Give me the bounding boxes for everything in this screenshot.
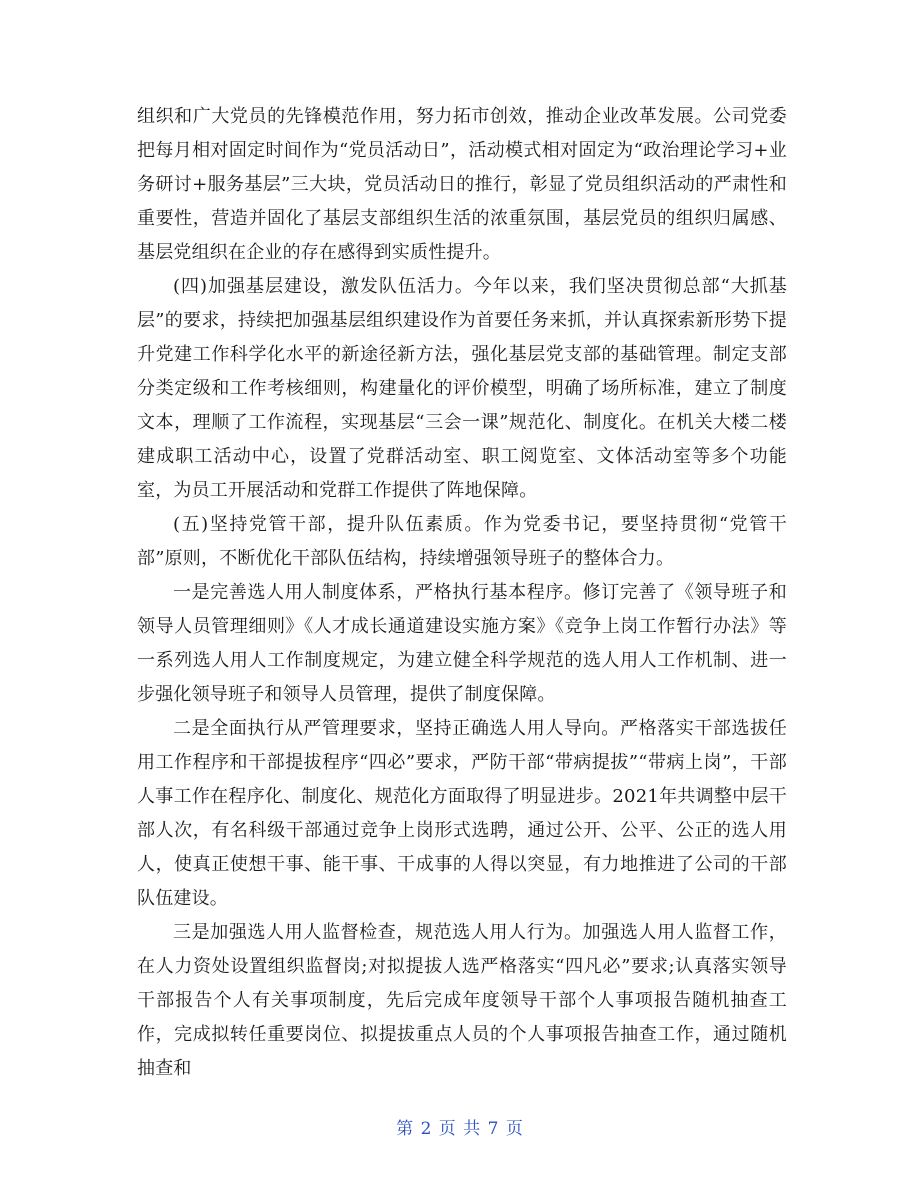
paragraph-item-two: 二是全面执行从严管理要求，坚持正确选人用人导向。严格落实干部选拔任用工作程序和干部提拔程序“四必”要求，严防干部“带病提拔”“带病上岗”，干部人事工作在程序化、制度化、规范化方面取得了明显进步。2021年共调整中层干部人次，有名科级干部通过竞争上岗形式选聘，通过公开、公平、公正的选人用人，使真正使想干事、能干事、干成事的人得以突显，有力地推进了公司的干部队伍建设。 [137,718,787,909]
paragraph-section-five: (五)坚持党管干部，提升队伍素质。作为党委书记，要坚持贯彻“党管干部”原则，不断优化干部队伍结构，持续增强领导班子的整体合力。 [137,514,787,569]
page-number-footer: 第 2 页 共 7 页 [396,1119,524,1139]
document-body [137,100,787,1086]
paragraph-item-three: 三是加强选人用人监督检查，规范选人用人行为。加强选人用人监督工作，在人力资处设置组织监督岗;对拟提拔人选严格落实“四凡必”要求;认真落实领导干部报告个人有关事项制度，先后完成年度领导干部个人事项报告随机抽查工作，完成拟转任重要岗位、拟提拔重点人员的个人事项报告抽查工作，通过随机抽查和 [137,922,787,1079]
paragraph-item-one: 一是完善选人用人制度体系，严格执行基本程序。修订完善了《领导班子和领导人员管理细则》《人才成长通道建设实施方案》《竞争上岗工作暂行办法》等一系列选人用人工作制度规定，为建立健全科学规范的选人用人工作机制、进一步强化领导班子和领导人员管理，提供了制度保障。 [137,582,787,705]
paragraph-section-four: (四)加强基层建设，激发队伍活力。今年以来，我们坚决贯彻总部“大抓基层”的要求，持续把加强基层组织建设作为首要任务来抓，并认真探索新形势下提升党建工作科学化水平的新途径新方法，强化基层党支部的基础管理。制定支部分类定级和工作考核细则，构建量化的评价模型，明确了场所标准，建立了制度文本，理顺了工作流程，实现基层“三会一课”规范化、制度化。在机关大楼二楼建成职工活动中心，设置了党群活动室、职工阅览室、文体活动室等多个功能室，为员工开展活动和党群工作提供了阵地保障。 [137,276,787,501]
paragraph-continuation: 组织和广大党员的先锋模范作用，努力拓市创效，推动企业改革发展。公司党委把每月相对固定时间作为“党员活动日”，活动模式相对固定为“政治理论学习+业务研讨+服务基层”三大块，党员活动日的推行，彰显了党员组织活动的严肃性和重要性，营造并固化了基层支部组织生活的浓重氛围，基层党员的组织归属感、基层党组织在企业的存在感得到实质性提升。 [137,106,787,263]
